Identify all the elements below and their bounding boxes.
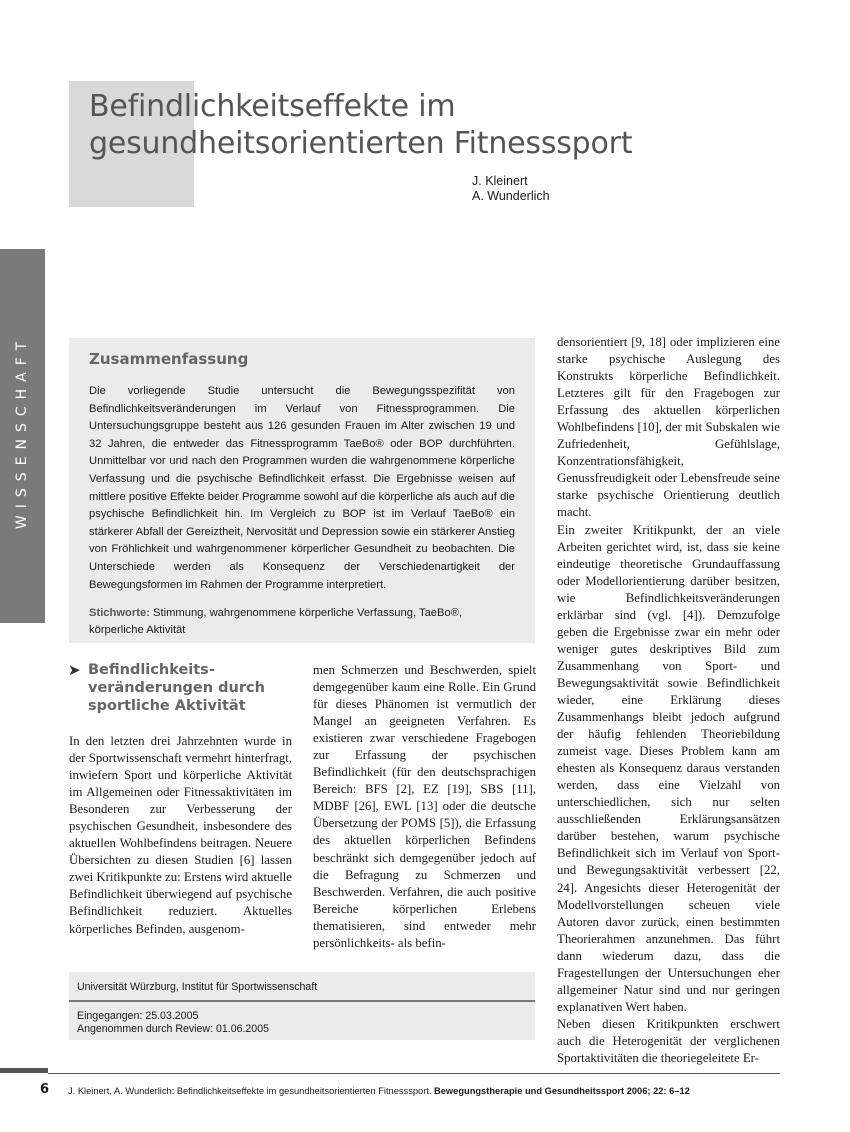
institution: Universität Würzburg, Institut für Sportwissenschaft [77,981,318,993]
body-column-3 [557,334,780,1067]
manuscript-dates [77,1010,269,1036]
footer-rule [48,1073,780,1074]
journal-reference: Bewegungstherapie und Gesundheitssport 2006; 22: 6–12 [434,1086,690,1096]
body-paragraph: densorientiert [9, 18] oder implizieren eine starke psychische Auslegung des Konstrukts körperliche Befindlichkeit. Letzteres gilt für den Fragebogen zur Erfassung des aktuellen körperlichen Wohlbefindens [10], der mit Subskalen wie Zufriedenheit, Gefühlslage, Konzentrationsfähigkeit, Genussfreudigkeit oder Lebensfreude seine starke psychische Orientierung deutlich macht. [557,335,780,520]
footer-accent-bar [0,1068,48,1073]
body-paragraph: In den letzten drei Jahrzehnten wurde in der Sportwissenschaft vermehrt hinterfragt, inwiefern Sport und körperliche Aktivität im Allgemeinen oder Fitnessaktivitäten im Besonderen zur Verbesserung der psychischen Gesundheit, insbesondere des aktuellen Wohlbefindens beitragen. Neuere Übersichten zu diesen Studien [6] lassen zwei Kritikpunkte zu: Erstens wird aktuelle Befindlichkeit überwiegend auf psychische Befindlichkeit reduziert. Aktuelles körperliches Befinden, ausgenom- [69,734,292,936]
footer-citation [68,1086,690,1096]
abstract-text: Die vorliegende Studie untersucht die Bewegungsspezifität von Befindlichkeitsveränderungen im Verlauf von Fitnessprogrammen. Die Untersuchungsgruppe besteht aus 126 gesunden Frauen im Alter zwischen 19 und 32 Jahren, die entweder das Fitnessprogramm TaeBo® oder BOP durchführten. Unmittelbar vor und nach den Programmen wurden die wahrgenommene körperliche Verfassung und die psychische Befindlichkeit erfasst. Die Ergebnisse weisen auf mittlere positive Effekte beider Programme sowohl auf die körperliche als auch auf die psychische Befindlichkeit hin. Im Vergleich zu BOP ist im Verlauf TaeBo® ein stärkerer Abfall der Gereiztheit, Nervosität und Depression sowie ein stärkerer Anstieg von Fröhlichkeit und wahrgenommener körperlicher Gesundheit zu beobachten. Die Unterschiede werden als Konsequenz der Verschiedenartigkeit der Bewegungsformen im Rahmen der Programme interpretiert. [89,385,515,591]
body-paragraph: Neben diesen Kritikpunkten erschwert auch die Heterogenität der verglichenen Sportaktivitäten die theoriegeleitete Er- [557,1016,780,1065]
body-paragraph: men Schmerzen und Beschwerden, spielt demgegenüber kaum eine Rolle. Ein Grund für dieses Phänomen ist vermutlich der Mangel an geeigneten Verfahren. Es existieren zwar verschiedene Fragebogen zur Erfassung der psychischen Befindlichkeit (für den deutschsprachigen Bereich: BFS [2], EZ [19], SBS [11], MDBF [26], EWL [13] oder die deutsche Übersetzung der POMS [5]), die Erfassung des aktuellen körperlichen Befindens beschränkt sich demgegenüber jedoch auf die Befragung zu Schmerzen und Beschwerden. Verfahren, die auch positive Bereiche körperlichen Erlebens thematisieren, sind entweder mehr persönlichkeits- als befin- [313,663,536,950]
section-arrow-icon: ➤ [68,661,81,679]
accepted-date: Angenommen durch Review: 01.06.2005 [77,1023,269,1035]
body-column-1 [69,733,292,938]
citation-text: J. Kleinert, A. Wunderlich: Befindlichkeitseffekte im gesundheitsorientierten Fitnesssport. [68,1086,432,1096]
side-tab-label: WISSENSCHAFT [14,334,30,530]
body-paragraph: Ein zweiter Kritikpunkt, der an viele Arbeiten gerichtet wird, ist, dass sie keine eindeutige theoretische Grundauffassung oder Modellorientierung darüber besitzen, wie Befindlichkeitsveränderungen erklärbar sind (vgl. [4]). Demzufolge geben die Ergebnisse zwar ein mehr oder weniger gutes deskriptives Bild zum Zusammenhang von Sport- und Bewegungsaktivität sowie Befindlichkeit wieder, eine Erklärung dieses Zusammenhangs bleibt jedoch aufgrund der häufig fehlenden Theoriebildung zumeist vage. Dieses Problem kann am ehesten als Konsequenz daraus verstanden werden, dass eine Vielzahl von unterschiedlichen, sich nur selten ausschließenden Erklärungsansätzen darüber bestehen, warum psychische Befindlichkeit sich im Verlauf von Sport- und Bewegungsaktivität verbessert [22, 24]. Angesichts dieser Heterogenität der Modellvorstellungen scheuen viele Autoren davor zurück, einen bestimmten Theorierahmen anzunehmen. Das führt dann wiederum dazu, dass die Fragestellungen der Untersuchungen eher allgemeiner Natur sind und nur geringen explanativen Wert haben. [557,522,780,1014]
page-number: 6 [40,1082,50,1097]
keywords [89,605,515,639]
author-name: J. Kleinert [472,174,528,188]
received-date: Eingegangen: 25.03.2005 [77,1010,199,1022]
abstract-heading: Zusammenfassung [89,350,249,368]
affiliation-divider [69,1000,535,1002]
section-side-tab [0,249,45,623]
keywords-label: Stichworte: [89,607,150,620]
body-column-2 [313,662,536,952]
article-title: Befindlichkeitseffekte im gesundheitsorientierten Fitnesssport [89,89,633,161]
affiliation-box [69,972,535,1040]
keywords-text: Stimmung, wahrgenommene körperliche Verfassung, TaeBo®, körperliche Aktivität [89,607,463,637]
author-list [472,174,550,204]
author-name: A. Wunderlich [472,189,550,203]
section-heading: Befindlichkeits-veränderungen durch sportliche Aktivität [88,662,265,714]
abstract-box [69,338,535,643]
